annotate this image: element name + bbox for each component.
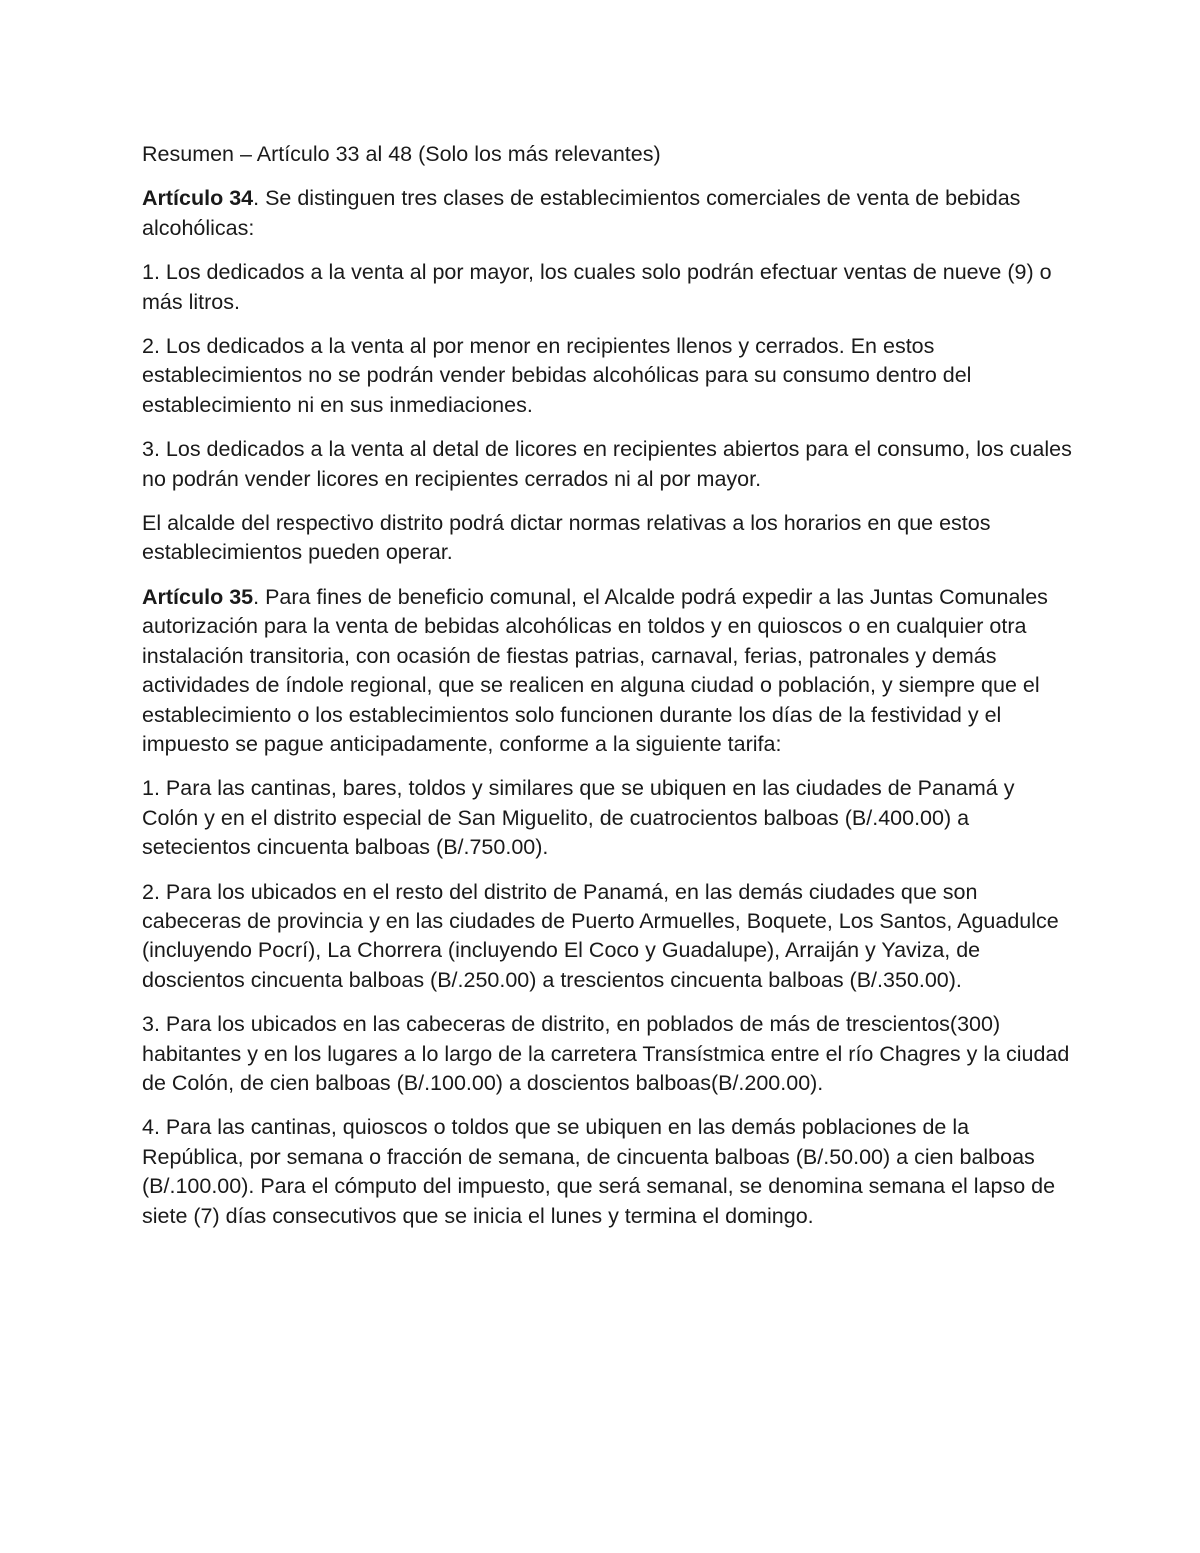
article-34-item-2: 2. Los dedicados a la venta al por menor en recipientes llenos y cerrados. En estos establecimientos no se podrán vender bebidas alcohólicas para su consumo dentro del establecimiento ni en sus inmediaciones. bbox=[142, 334, 972, 417]
article-35-item-3: 3. Para los ubicados en las cabeceras de distrito, en poblados de más de trescientos(300) habitantes y en los lugares a lo largo de la carretera Transístmica entre el río Chagres y la ciudad de Colón, de cien balboas (B/.100.00) a doscientos balboas(B/.200.00). bbox=[142, 1012, 1070, 1095]
article-34-item-1: 1. Los dedicados a la venta al por mayor, los cuales solo podrán efectuar ventas de nueve (9) o más litros. bbox=[142, 260, 1052, 314]
article-35-label: Artículo 35 bbox=[142, 584, 254, 609]
article-35-item-4: 4. Para las cantinas, quioscos o toldos que se ubiquen en las demás poblaciones de la República, por semana o fracción de semana, de cincuenta balboas (B/.50.00) a cien balboas (B/.100.00). Para el cómputo del impuesto, que será semanal, se denomina semana el lapso de siete (7) días consecutivos que se inicia el lunes y termina el domingo. bbox=[142, 1115, 1056, 1228]
document-body bbox=[142, 140, 1072, 1246]
article-35-item-2: 2. Para los ubicados en el resto del distrito de Panamá, en las demás ciudades que son cabeceras de provincia y en las ciudades de Puerto Armuelles, Boquete, Los Santos, Aguadulce (incluyendo Pocrí), La Chorrera (incluyendo El Coco y Guadalupe), Arraiján y Yaviza, de doscientos cincuenta balboas (B/.250.00) a trescientos cincuenta balboas (B/.350.00). bbox=[142, 879, 1059, 992]
document-heading: Resumen – Artículo 33 al 48 (Solo los más relevantes) bbox=[142, 142, 661, 166]
article-34-label: Artículo 34 bbox=[142, 186, 254, 211]
article-35-item-1: 1. Para las cantinas, bares, toldos y similares que se ubiquen en las ciudades de Panamá y Colón y en el distrito especial de San Miguelito, de cuatrocientos balboas (B/.400.00) a setecientos cincuenta balboas (B/.750.00). bbox=[142, 776, 1015, 860]
article-34-item-3: 3. Los dedicados a la venta al detal de licores en recipientes abiertos para el consumo, los cuales no podrán vender licores en recipientes cerrados ni al por mayor. bbox=[142, 437, 1072, 491]
article-35-intro-text: . Para fines de beneficio comunal, el Alcalde podrá expedir a las Juntas Comunales autorización para la venta de bebidas alcohólicas en toldos y en quioscos o en cualquier otra instalación transitoria, con ocasión de fiestas patrias, carnaval, ferias, patronales y demás actividades de índole regional, que se realicen en alguna ciudad o población, y siempre que el establecimiento o los establecimientos solo funcionen durante los días de la festividad y el impuesto se pague anticipadamente, conforme a la siguiente tarifa: bbox=[142, 584, 1048, 756]
article-34-closing: El alcalde del respectivo distrito podrá dictar normas relativas a los horarios en que estos establecimientos pueden operar. bbox=[142, 511, 991, 565]
article-34-intro-text: . Se distinguen tres clases de establecimientos comerciales de venta de bebidas alcohólicas: bbox=[142, 186, 1021, 240]
article-35-intro-paragraph bbox=[142, 583, 1072, 759]
article-34-intro-paragraph bbox=[142, 184, 1072, 243]
